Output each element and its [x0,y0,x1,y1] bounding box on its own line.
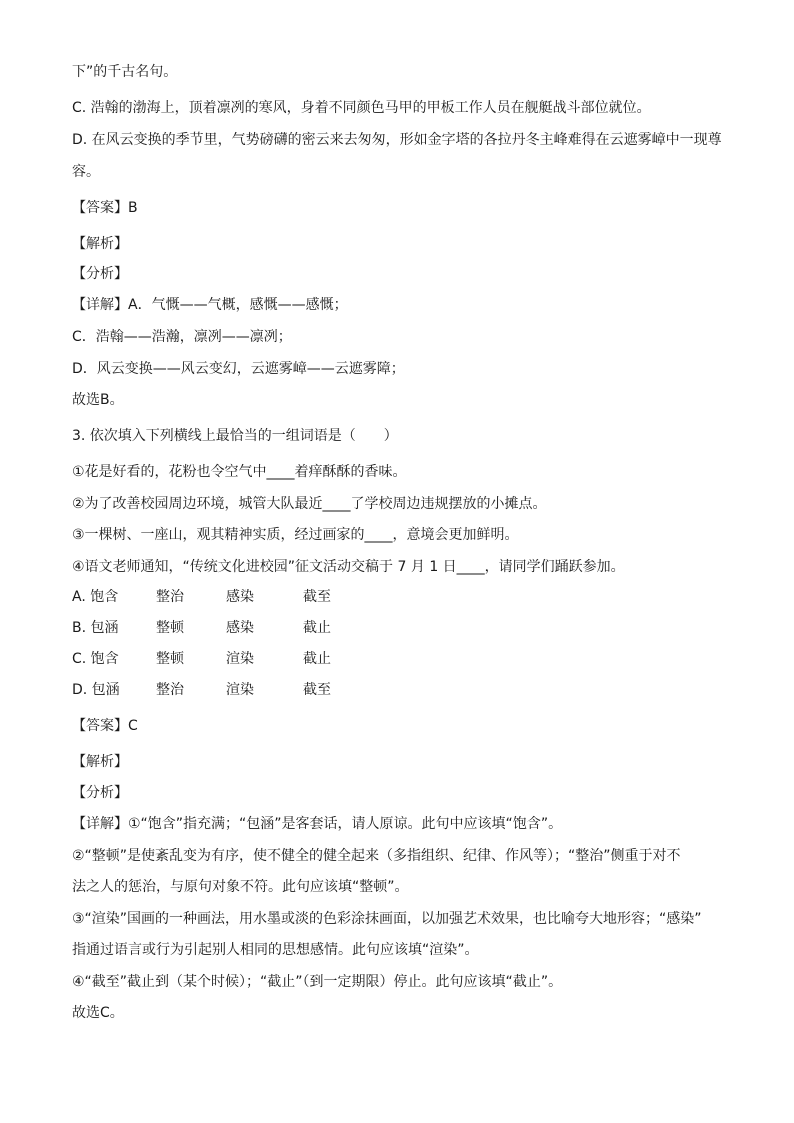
q2-option-d-line1: D. 在风云变换的季节里，气势磅礴的密云来去匆匆，形如金字塔的各拉丹冬主峰难得在云遮雾嶂中一现尊 [72,132,722,148]
option-word-3: 感染 [226,589,254,605]
option-word-3: 渲染 [226,682,254,698]
q3-option-d [72,680,373,700]
q3-conclusion: 故选C。 [72,1005,124,1021]
q3-sentence-1: ①花是好看的，花粉也令空气中____着痒酥酥的香味。 [72,464,407,480]
q2-detail-3: D．风云变换——风云变幻，云遮雾嶂——云遮雾障； [72,361,405,377]
q3-sentence-3: ③一棵树、一座山，观其精神实质，经过画家的____，意境会更加鲜明。 [72,527,519,543]
q3-detail-3b: 指通过语言或行为引起别人相同的思想感情。此句应该填“渲染”。 [72,942,479,958]
q3-detail-2a: ②“整顿”是使紊乱变为有序，使不健全的健全起来（多指组织、纪律、作风等）；“整治”侧重于对不 [72,848,681,864]
q2-conclusion: 故选B。 [72,392,124,408]
option-word-4: 截止 [303,620,331,636]
option-word-4: 截止 [303,651,331,667]
q3-option-c [72,649,373,669]
option-label: B. 包涵 [72,620,119,636]
option-label: C. 饱含 [72,651,119,667]
q3-detail-1: 【详解】①“饱含”指充满；“包涵”是客套话，请人原谅。此句中应该填“饱含”。 [72,816,563,832]
q3-fenxi: 【分析】 [72,785,128,801]
q3-detail-2b: 法之人的惩治，与原句对象不符。此句应该填“整顿”。 [72,879,409,895]
q2-answer: 【答案】B [72,200,138,216]
option-word-4: 截至 [303,682,331,698]
option-word-3: 感染 [226,620,254,636]
option-word-3: 渲染 [226,651,254,667]
q2-line-0: 下”的千古名句。 [72,64,178,80]
q3-stem: 3. 依次填入下列横线上最恰当的一组词语是（ ） [72,428,398,444]
q2-jiexi: 【解析】 [72,236,128,252]
option-label: A. 饱含 [72,589,119,605]
q3-answer: 【答案】C [72,718,138,734]
q3-option-a [72,587,373,607]
q2-fenxi: 【分析】 [72,266,128,282]
q2-detail-1: 【详解】A．气慨——气概，感慨——感慨； [72,297,348,313]
option-word-2: 整顿 [156,651,184,667]
option-word-2: 整治 [156,589,184,605]
q3-sentence-2: ②为了改善校园周边环境，城管大队最近____了学校周边违规摆放的小摊点。 [72,496,547,512]
option-word-2: 整治 [156,682,184,698]
option-label: D. 包涵 [72,682,120,698]
q2-detail-2: C．浩翰——浩瀚，凛冽——凛冽； [72,329,292,345]
option-word-2: 整顿 [156,620,184,636]
q2-option-d-line2: 容。 [72,164,100,180]
q3-detail-3a: ③“渲染”国画的一种画法，用水墨或淡的色彩涂抹画面，以加强艺术效果，也比喻夸大地形容；“感染” [72,911,702,927]
q2-option-c: C. 浩翰的渤海上，顶着凛冽的寒风，身着不同颜色马甲的甲板工作人员在舰艇战斗部位就位。 [72,100,651,116]
q3-detail-4: ④“截至”截止到（某个时候）；“截止”（到一定期限）停止。此句应该填“截止”。 [72,974,563,990]
q3-jiexi: 【解析】 [72,754,128,770]
option-word-4: 截至 [303,589,331,605]
q3-sentence-4: ④语文老师通知，“传统文化进校园”征文活动交稿于 7 月 1 日____，请同学们踊跃参加。 [72,559,625,575]
q3-option-b [72,618,373,638]
